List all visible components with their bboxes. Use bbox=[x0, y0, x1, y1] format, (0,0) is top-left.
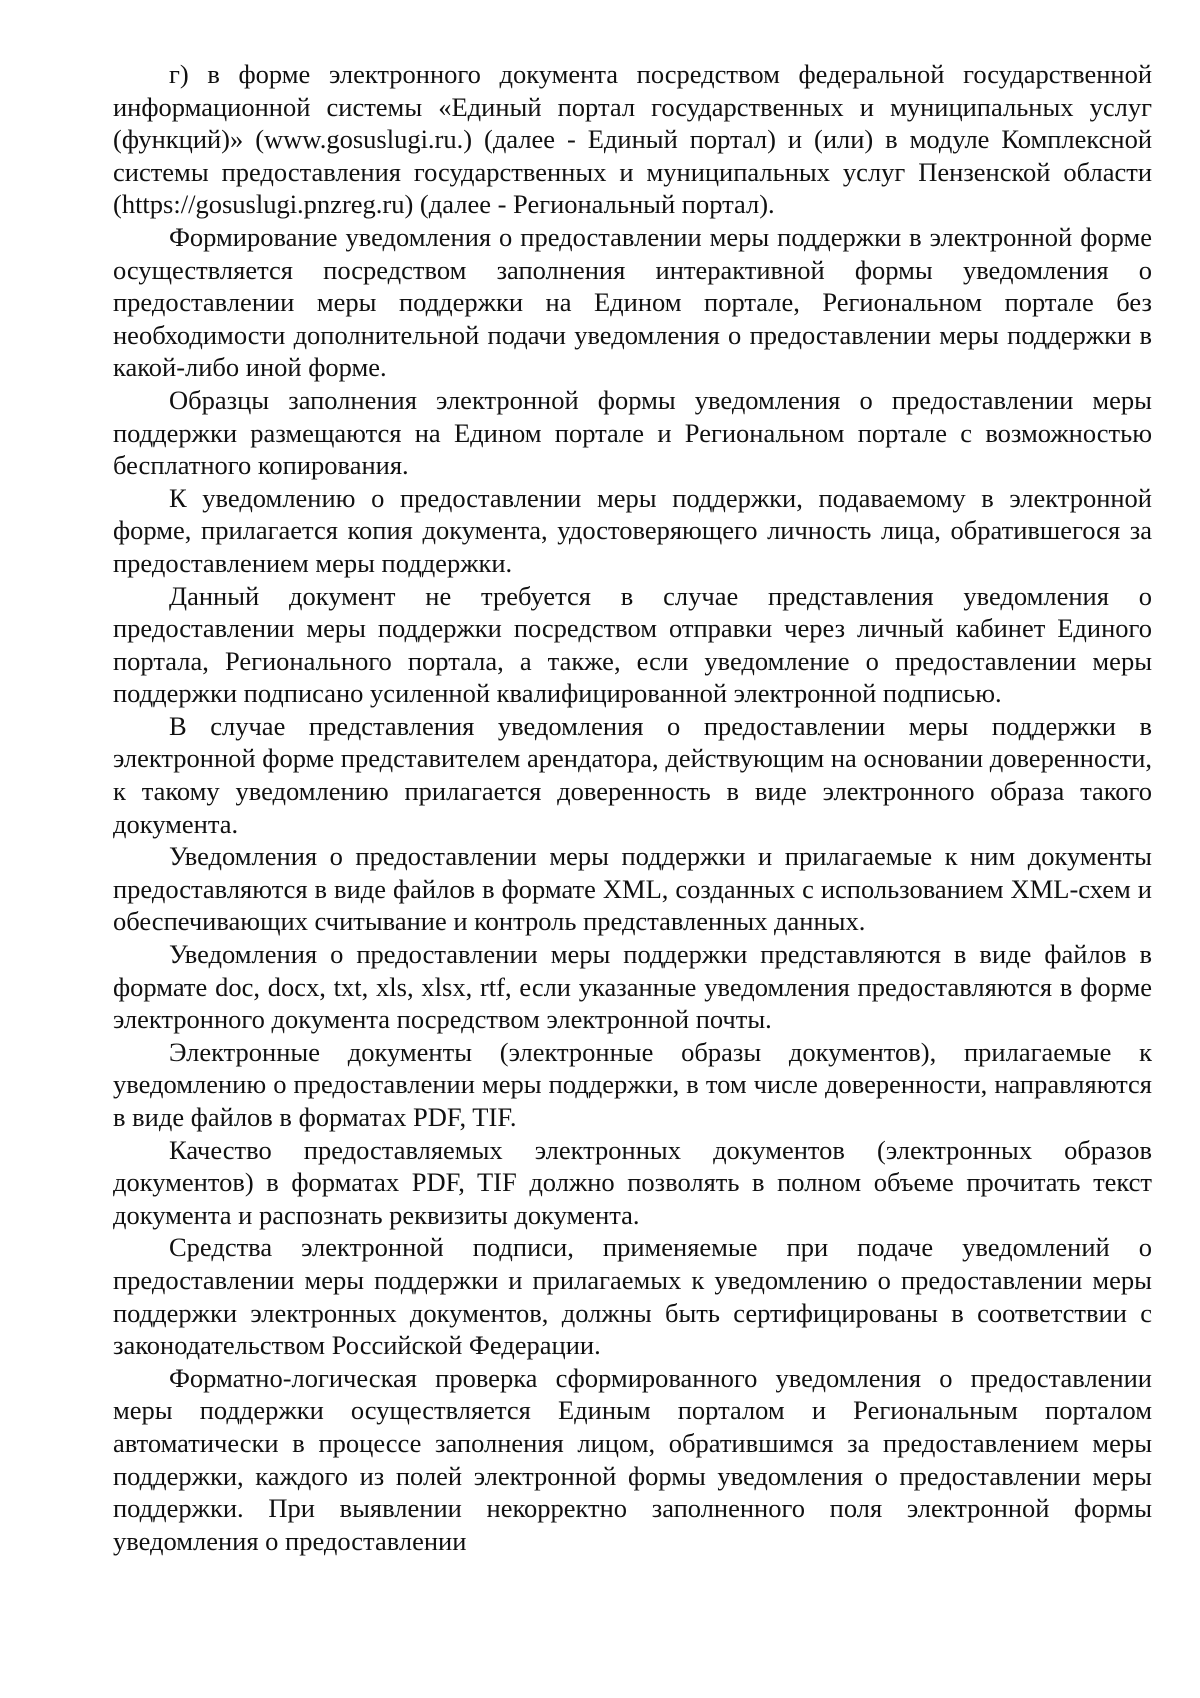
paragraph-electronic-form-option: г) в форме электронного документа посредством федеральной государственной информационной системы «Единый портал государственных и муниципальных услуг (функций)» (www.gosuslugi.ru.) (далее - Единый портал) и (или) в модуле Комплексной системы предоставления государственных и муниципальных услуг Пензенской области (https://gosuslugi.pnzreg.ru) (далее - Региональный портал). bbox=[113, 59, 1152, 220]
paragraph-form-samples: Образцы заполнения электронной формы уведомления о предоставлении меры поддержки размещаются на Едином портале и Региональном портале с возможностью бесплатного копирования. bbox=[113, 384, 1152, 481]
paragraph-xml-format: Уведомления о предоставлении меры поддержки и прилагаемые к ним документы предоставляются в виде файлов в формате XML, созданных с использованием XML-схем и обеспечивающих считывание и контроль представленных данных. bbox=[113, 841, 1152, 937]
paragraph-format-logical-check: Форматно-логическая проверка сформированного уведомления о предоставлении меры поддержки осуществляется Единым порталом и Региональным порталом автоматически в процессе заполнения лицом, обратившимся за предоставлением меры поддержки, каждого из полей электронной формы уведомления о предоставлении меры поддержки. При выявлении некорректно заполненного поля электронной формы уведомления о предоставлении bbox=[113, 1362, 1152, 1556]
document-body bbox=[113, 58, 1152, 1557]
paragraph-notification-forming: Формирование уведомления о предоставлении меры поддержки в электронной форме осуществляется посредством заполнения интерактивной формы уведомления о предоставлении меры поддержки на Едином портале, Региональном портале без необходимости дополнительной подачи уведомления о предоставлении меры поддержки в какой-либо иной форме. bbox=[113, 221, 1152, 383]
paragraph-email-file-formats: Уведомления о предоставлении меры поддержки представляются в виде файлов в формате doc, docx, txt, xls, xlsx, rtf, если указанные уведомления предоставляются в форме электронного документа посредством электронной почты. bbox=[113, 939, 1152, 1035]
paragraph-signature-certification: Средства электронной подписи, применяемые при подаче уведомлений о предоставлении меры поддержки и прилагаемых к уведомлению о предоставлении меры поддержки электронных документов, должны быть сертифицированы в соответствии с законодательством Российской Федерации. bbox=[113, 1232, 1152, 1361]
paragraph-pdf-tif-formats: Электронные документы (электронные образы документов), прилагаемые к уведомлению о предоставлении меры поддержки, в том числе доверенности, направляются в виде файлов в форматах PDF, TIF. bbox=[113, 1036, 1152, 1132]
paragraph-representative-power-of-attorney: В случае представления уведомления о предоставлении меры поддержки в электронной форме представителем арендатора, действующим на основании доверенности, к такому уведомлению прилагается доверенность в виде электронного образа такого документа. bbox=[113, 710, 1152, 839]
paragraph-document-not-required: Данный документ не требуется в случае представления уведомления о предоставлении меры поддержки посредством отправки через личный кабинет Единого портала, Регионального портала, а также, если уведомление о предоставлении меры поддержки подписано усиленной квалифицированной электронной подписью. bbox=[113, 580, 1152, 709]
paragraph-identity-document: К уведомлению о предоставлении меры поддержки, подаваемому в электронной форме, прилагается копия документа, удостоверяющего личность лица, обратившегося за предоставлением меры поддержки. bbox=[113, 482, 1152, 578]
paragraph-document-quality: Качество предоставляемых электронных документов (электронных образов документов) в форматах PDF, TIF должно позволять в полном объеме прочитать текст документа и распознать реквизиты документа. bbox=[113, 1134, 1152, 1230]
